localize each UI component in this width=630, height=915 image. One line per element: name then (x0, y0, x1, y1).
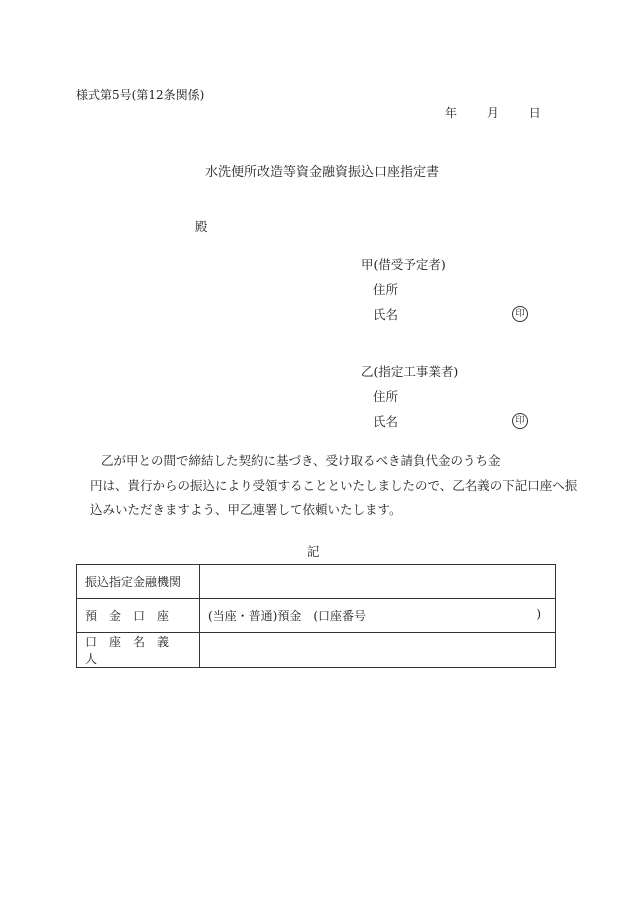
party-a-name-label: 氏名 (373, 307, 399, 322)
deposit-value-cell[interactable] (200, 599, 556, 633)
deposit-label-cell (77, 599, 200, 633)
party-b-label: 乙(指定工事業者) (361, 364, 459, 379)
holder-value-cell[interactable] (200, 633, 556, 668)
record-label: 記 (307, 544, 320, 559)
bank-label: 振込指定金融機関 (85, 575, 182, 589)
form-number: 様式第5号(第12条関係) (76, 88, 205, 102)
deposit-value (208, 607, 547, 624)
table-row (77, 565, 556, 599)
party-b-seal-mark: 印 (512, 413, 528, 429)
date-year: 年 (445, 106, 458, 120)
table-row (77, 599, 556, 633)
table-row (77, 633, 556, 668)
date-line (445, 104, 541, 121)
party-a-address-label: 住所 (373, 282, 399, 297)
deposit-type-text: (当座・普通)預金 (口座番号 (208, 609, 367, 623)
bank-value-cell[interactable] (200, 565, 556, 599)
body-line-3: 込みいただきますよう、甲乙連署して依頼いたします。 (90, 502, 402, 517)
document-title: 水洗便所改造等資金融資振込口座指定書 (205, 165, 440, 180)
party-a-label: 甲(借受予定者) (361, 257, 446, 272)
date-month: 月 (486, 106, 499, 120)
party-b-address-label: 住所 (373, 389, 399, 404)
date-day: 日 (528, 106, 541, 120)
holder-label-cell (77, 633, 200, 668)
bank-label-cell (77, 565, 200, 599)
party-a-seal-mark: 印 (512, 306, 528, 322)
party-b-name-label: 氏名 (373, 414, 399, 429)
body-line-1: 乙が甲との間で締結した契約に基づき、受け取るべき請負代金のうち金 (101, 453, 501, 468)
account-info-table (76, 564, 556, 668)
body-line-2: 円は、貴行からの振込により受領することといたしましたので、乙名義の下記口座へ振 (90, 478, 578, 493)
deposit-close-paren: ) (536, 607, 541, 621)
holder-label: 口 座 名 義 人 (85, 635, 182, 666)
addressee-suffix: 殿 (195, 219, 208, 234)
deposit-label: 預 金 口 座 (85, 609, 170, 623)
